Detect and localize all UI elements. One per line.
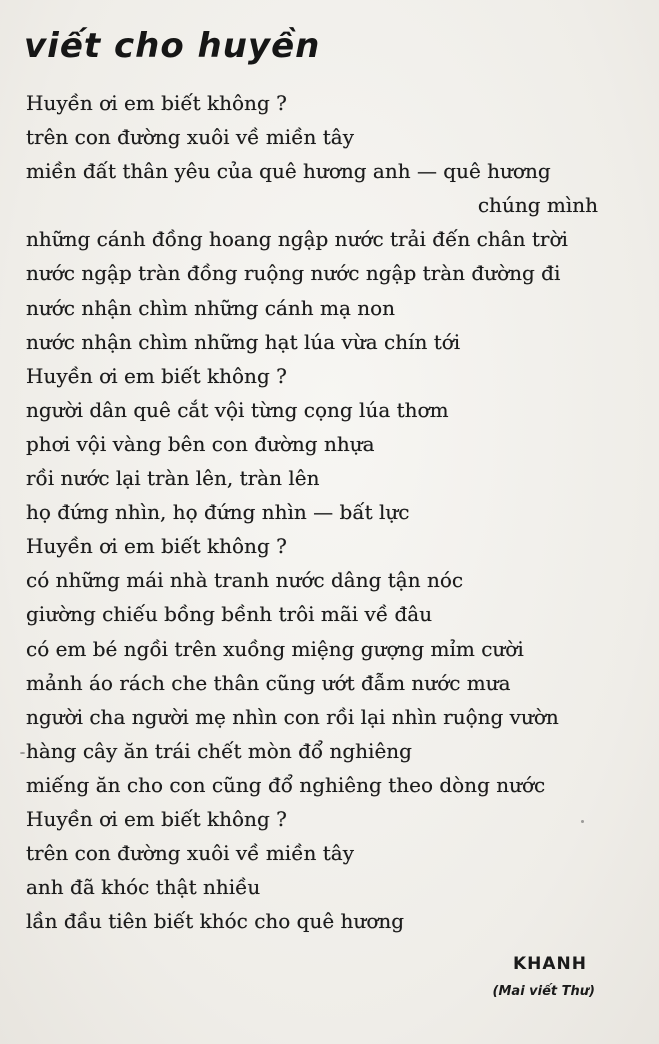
poem-line: anh đã khóc thật nhiều [26, 875, 261, 900]
poem-line: trên con đường xuôi về miền tây [26, 125, 354, 150]
poem-line: người cha người mẹ nhìn con rồi lại nhìn ruộng vườn [26, 704, 559, 729]
poem-line: Huyền ơi em biết không ? [26, 806, 287, 831]
poem-line: có em bé ngồi trên xuồng miệng gượng mỉm cười [26, 636, 524, 661]
poem-line: lần đầu tiên biết khóc cho quê hương [26, 909, 405, 934]
author-source: (Mai viết Thư) [492, 984, 595, 999]
poem-line: rồi nước lại tràn lên, tràn lên [26, 466, 320, 491]
poem-line: họ đứng nhìn, họ đứng nhìn — bất lực [26, 500, 410, 525]
poem-line: miền đất thân yêu của quê hương anh — quê hương [26, 159, 551, 184]
poem-line: giường chiếu bồng bềnh trôi mãi về đâu [26, 602, 433, 627]
poem-line: miếng ăn cho con cũng đổ nghiêng theo dòng nước [26, 772, 546, 797]
poem-body [26, 86, 606, 938]
poem-line: mảnh áo rách che thân cũng ướt đẫm nước mưa [26, 670, 511, 695]
poem-line: phơi vội vàng bên con đường nhựa [26, 431, 375, 456]
poem-line: hàng cây ăn trái chết mòn đổ nghiêng [26, 738, 412, 763]
poem-line: Huyền ơi em biết không ? [26, 363, 287, 388]
poem-line: nước nhận chìm những hạt lúa vừa chín tới [26, 329, 461, 354]
poem-line: Huyền ơi em biết không ? [26, 534, 287, 559]
poem-line: người dân quê cắt vội từng cọng lúa thơm [26, 397, 449, 422]
poem-title: viết cho huyền [24, 26, 321, 66]
poem-line: nước ngập tràn đồng ruộng nước ngập tràn đường đi [26, 261, 561, 286]
poem-line: Huyền ơi em biết không ? [26, 91, 287, 115]
poem-line: có những mái nhà tranh nước dâng tận nóc [26, 568, 464, 593]
print-speck [581, 820, 584, 823]
poem-line: trên con đường xuôi về miền tây [26, 841, 354, 866]
print-speck [20, 752, 25, 754]
poem-line: nước nhận chìm những cánh mạ non [26, 295, 396, 320]
author-name: KHANH [512, 954, 587, 974]
poem-line: những cánh đồng hoang ngập nước trải đến chân trời [26, 227, 568, 252]
poem-line-continuation: chúng mình [477, 193, 598, 218]
